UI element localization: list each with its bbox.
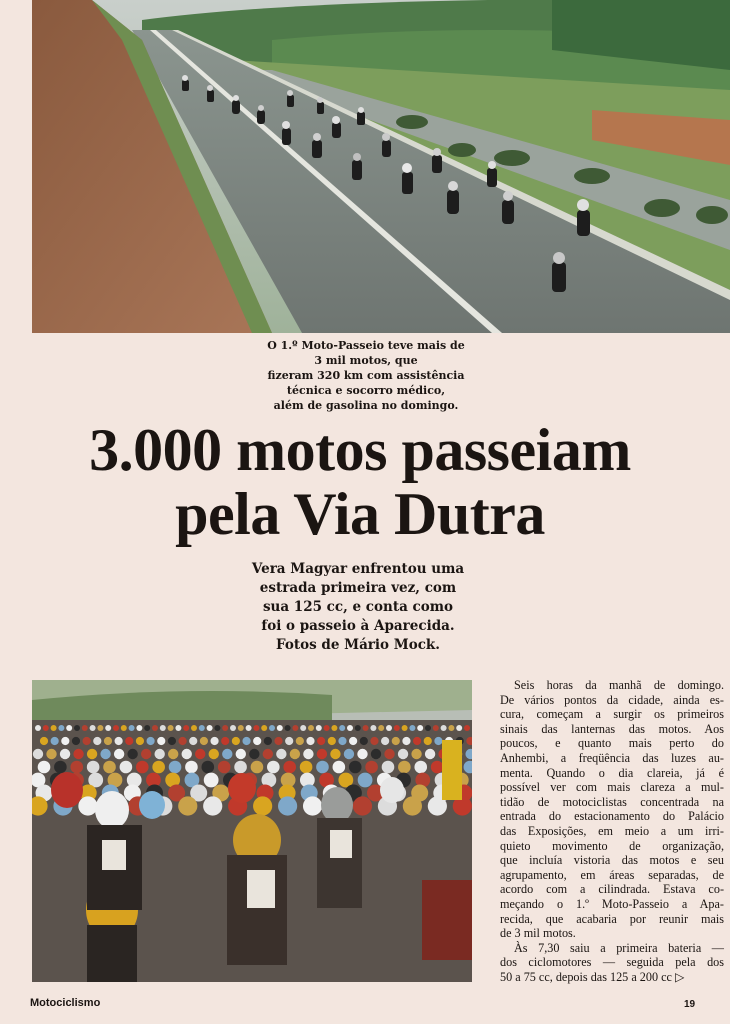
helmet-mark: [316, 761, 329, 774]
helmet-mark: [121, 725, 127, 731]
article-headline: [30, 418, 690, 546]
helmet-mark: [317, 737, 325, 745]
helmet-mark: [276, 749, 286, 759]
helmet-mark: [207, 725, 213, 731]
helmet-mark: [317, 749, 327, 759]
helmet-mark: [330, 749, 340, 759]
helmet-mark: [152, 725, 158, 731]
helmet-mark: [263, 749, 273, 759]
helmet-mark: [424, 737, 432, 745]
helmet-mark: [434, 737, 442, 745]
body-line: meçando o 1.º Moto-Passeio a Apa-: [500, 896, 724, 911]
helmet-mark: [189, 737, 197, 745]
helmet-mark: [300, 725, 306, 731]
subhead-line: sua 125 cc, e conta como: [262, 599, 454, 615]
helmet-mark: [285, 737, 293, 745]
helmet-mark: [363, 725, 369, 731]
helmet-mark: [129, 725, 135, 731]
helmet-mark: [185, 761, 198, 774]
helmet-mark: [355, 725, 361, 731]
helmet-mark: [398, 749, 408, 759]
helmet-mark: [61, 737, 69, 745]
helmet-mark: [339, 725, 345, 731]
helmet-mark: [277, 725, 283, 731]
helmet-mark: [358, 773, 373, 788]
helmet-mark: [308, 725, 314, 731]
body-line: 50 a 75 cc, depois das 125 a 200 cc ▷: [500, 969, 685, 984]
helmet-mark: [136, 737, 144, 745]
caption-line: O 1.º Moto-Passeio teve mais de: [267, 339, 465, 352]
helmet-mark: [328, 737, 336, 745]
headline-line: 3.000 motos passeiam: [89, 417, 631, 483]
helmet-mark: [386, 725, 392, 731]
helmet-mark: [51, 725, 57, 731]
caption-line: 3 mil motos, que: [314, 354, 418, 367]
helmet-mark: [210, 737, 218, 745]
helmet-mark: [242, 737, 250, 745]
helmet-mark: [253, 737, 261, 745]
helmet-mark: [103, 761, 116, 774]
helmet-mark: [349, 737, 357, 745]
helmet-mark: [261, 725, 267, 731]
helmet-mark: [230, 725, 236, 731]
helmet-mark: [168, 725, 174, 731]
helmet-mark: [97, 725, 103, 731]
helmet-mark: [249, 749, 259, 759]
helmet-mark: [417, 725, 423, 731]
helmet-mark: [232, 737, 240, 745]
helmet-mark: [182, 749, 192, 759]
body-line: menta. Quando o dia clareia, já é: [500, 765, 724, 780]
helmet-mark: [66, 725, 72, 731]
helmet-mark: [175, 725, 181, 731]
helmet-mark: [195, 749, 205, 759]
helmet-mark: [414, 761, 427, 774]
body-line: acordo com a cilindrada. Estava co-: [500, 882, 724, 897]
magazine-name: Motociclismo: [30, 997, 101, 1009]
helmet-mark: [411, 749, 421, 759]
helmet-mark: [402, 737, 410, 745]
body-line: recida, que acabaria por reunir mais: [500, 911, 724, 926]
helmet-mark: [274, 737, 282, 745]
body-line: tidão de motociclistas concentrada na: [500, 794, 724, 809]
helmet-mark: [203, 796, 222, 815]
helmet-mark: [431, 761, 444, 774]
helmet-mark: [222, 725, 228, 731]
helmet-mark: [169, 761, 182, 774]
helmet-mark: [246, 725, 252, 731]
helmet-mark: [303, 796, 322, 815]
helmet-mark: [178, 796, 197, 815]
helmet-mark: [253, 725, 259, 731]
helmet-mark: [285, 725, 291, 731]
helmet-mark: [168, 749, 178, 759]
helmet-mark: [178, 737, 186, 745]
body-line: sinais das lanternas das motos. Aos: [500, 721, 724, 736]
helmet-mark: [82, 725, 88, 731]
helmet-mark: [306, 737, 314, 745]
helmet-mark: [127, 749, 137, 759]
helmet-mark: [333, 761, 346, 774]
helmet-mark: [168, 737, 176, 745]
helmet-mark: [73, 749, 83, 759]
helmet-mark: [72, 737, 80, 745]
helmet-mark: [60, 749, 70, 759]
helmet-mark: [236, 749, 246, 759]
helmet-mark: [35, 725, 41, 731]
helmet-mark: [278, 796, 297, 815]
paragraph-2: [486, 941, 724, 985]
helmet-mark: [58, 725, 64, 731]
highway-photo-art: [32, 0, 730, 333]
helmet-mark: [338, 737, 346, 745]
helmet-mark: [441, 725, 447, 731]
helmet-mark: [222, 749, 232, 759]
helmet-mark: [160, 725, 166, 731]
helmet-mark: [209, 749, 219, 759]
body-line: Às 7,30 saiu a primeira bateria —: [514, 940, 724, 955]
helmet-mark: [402, 725, 408, 731]
helmet-mark: [464, 725, 470, 731]
helmet-mark: [371, 749, 381, 759]
helmet-mark: [113, 725, 119, 731]
helmet-mark: [456, 725, 462, 731]
crowd-riders-photo: [32, 680, 472, 982]
helmet-mark: [100, 749, 110, 759]
helmet-mark: [357, 749, 367, 759]
helmet-mark: [221, 737, 229, 745]
helmet-mark: [87, 749, 97, 759]
photo-caption: [250, 338, 482, 413]
helmet-mark: [267, 761, 280, 774]
helmet-mark: [384, 749, 394, 759]
helmet-mark: [191, 725, 197, 731]
body-line: entrada do estacionamento do Palácio: [500, 809, 724, 824]
helmet-mark: [183, 725, 189, 731]
helmet-mark: [46, 749, 56, 759]
body-line: quieto movimento de organização,: [500, 838, 724, 853]
helmet-mark: [74, 725, 80, 731]
helmet-mark: [253, 796, 272, 815]
helmet-mark: [54, 761, 67, 774]
helmet-mark: [324, 725, 330, 731]
helmet-mark: [83, 737, 91, 745]
helmet-mark: [433, 725, 439, 731]
page-number: 19: [684, 999, 696, 1010]
body-line: das Exposições, em meio a um irri-: [500, 823, 724, 838]
helmet-mark: [115, 737, 123, 745]
helmet-mark: [448, 725, 454, 731]
body-line: Anhembi, a freqüência das luzes au-: [500, 750, 724, 765]
helmet-mark: [344, 749, 354, 759]
helmet-mark: [413, 737, 421, 745]
body-line: possível ver com mais clareza a mul-: [500, 780, 724, 795]
helmet-mark: [38, 761, 51, 774]
helmet-mark: [238, 725, 244, 731]
helmet-mark: [78, 796, 97, 815]
helmet-mark: [152, 761, 165, 774]
subhead-line: Fotos de Mário Mock.: [276, 637, 440, 653]
helmet-mark: [218, 761, 231, 774]
helmet-mark: [269, 725, 275, 731]
article-subhead: [222, 560, 494, 655]
helmet-mark: [90, 725, 96, 731]
helmet-mark: [347, 725, 353, 731]
helmet-mark: [382, 761, 395, 774]
helmet-mark: [202, 761, 215, 774]
helmet-mark: [370, 725, 376, 731]
helmet-mark: [303, 749, 313, 759]
helmet-mark: [33, 749, 43, 759]
body-line: De vários pontos da cidade, ainda es-: [500, 692, 724, 707]
helmet-mark: [331, 725, 337, 731]
helmet-mark: [425, 749, 435, 759]
body-line: cura, começam a surgir os primeiros: [500, 707, 724, 722]
caption-line: técnica e socorro médico,: [286, 384, 446, 397]
helmet-mark: [200, 737, 208, 745]
crowd-photo-art: [32, 680, 472, 982]
helmet-mark: [214, 725, 220, 731]
helmet-mark: [93, 737, 101, 745]
subhead-line: estrada primeira vez, com: [259, 580, 457, 596]
helmet-mark: [234, 761, 247, 774]
helmet-mark: [43, 725, 49, 731]
helmet-mark: [360, 737, 368, 745]
helmet-mark: [87, 761, 100, 774]
caption-line: além de gasolina no domingo.: [273, 399, 459, 412]
paragraph-1: [486, 678, 724, 941]
helmet-mark: [199, 725, 205, 731]
body-line: que incluía vistoria das motos e seu: [500, 853, 724, 868]
helmet-mark: [40, 737, 48, 745]
body-line: de 3 mil motos.: [500, 926, 576, 941]
helmet-mark: [144, 725, 150, 731]
helmet-mark: [292, 725, 298, 731]
helmet-mark: [403, 796, 422, 815]
helmet-mark: [104, 737, 112, 745]
helmet-mark: [425, 725, 431, 731]
helmet-mark: [409, 725, 415, 731]
helmet-mark: [136, 725, 142, 731]
helmet-mark: [378, 725, 384, 731]
helmet-mark: [157, 737, 165, 745]
helmet-mark: [296, 737, 304, 745]
helmet-mark: [154, 749, 164, 759]
helmet-mark: [283, 761, 296, 774]
subhead-line: foi o passeio à Aparecida.: [261, 618, 455, 634]
article-body: [486, 678, 724, 984]
headline-line: pela Via Dutra: [175, 481, 545, 547]
helmet-mark: [365, 761, 378, 774]
helmet-mark: [204, 773, 219, 788]
subhead-line: Vera Magyar enfrentou uma: [251, 561, 465, 577]
helmet-mark: [398, 761, 411, 774]
helmet-mark: [349, 761, 362, 774]
helmet-mark: [392, 737, 400, 745]
helmet-mark: [381, 737, 389, 745]
highway-riders-photo: [32, 0, 730, 333]
body-line: Seis horas da manhã de domingo.: [514, 678, 724, 692]
helmet-mark: [120, 761, 133, 774]
helmet-mark: [114, 749, 124, 759]
helmet-mark: [70, 761, 83, 774]
helmet-mark: [316, 725, 322, 731]
caption-line: fizeram 320 km com assistência: [267, 369, 465, 382]
helmet-mark: [394, 725, 400, 731]
helmet-mark: [300, 761, 313, 774]
helmet-mark: [136, 761, 149, 774]
body-line: poucos, e quanto mais perto do: [500, 736, 724, 751]
helmet-mark: [147, 737, 155, 745]
helmet-mark: [141, 749, 151, 759]
helmet-mark: [264, 737, 272, 745]
helmet-mark: [290, 749, 300, 759]
helmet-mark: [370, 737, 378, 745]
helmet-mark: [251, 761, 264, 774]
body-line: dos ciclomotores — seguida pela dos: [500, 955, 724, 970]
helmet-mark: [353, 796, 372, 815]
helmet-mark: [105, 725, 111, 731]
helmet-mark: [51, 737, 59, 745]
helmet-mark: [125, 737, 133, 745]
body-line: agrupamento, em áreas separadas, de: [500, 867, 724, 882]
